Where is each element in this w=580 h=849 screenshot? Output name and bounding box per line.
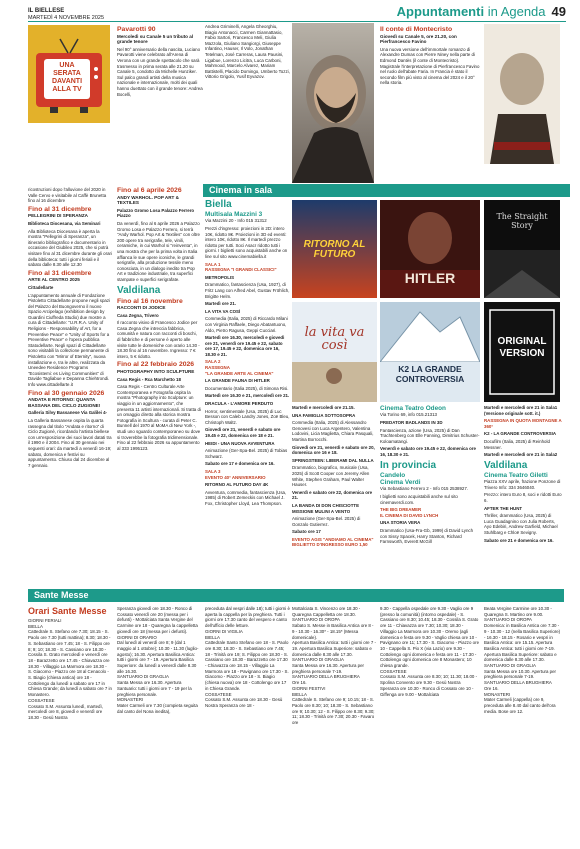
venue-info: I biglietti sono acquistabili anche sul sito cinemaverdi.com. — [380, 493, 458, 505]
movie-poster-image — [484, 24, 560, 164]
messe-column-1 — [28, 606, 112, 844]
pavarotti-subtitle: Mercoledì su Canale 5 un tributo al grande tenore — [117, 33, 194, 45]
town-heading: Candelo — [380, 471, 406, 479]
film-times: Giovedì ore 21, venerdì e sabato ore 20, domenica ore 16 e 18. — [292, 444, 375, 456]
poster-title: HITLER — [404, 270, 456, 286]
cinema-column-2 — [292, 405, 377, 585]
film-times: Sabato ore 17 — [292, 529, 321, 535]
messe-text: Beata Vergine Carmine ore 10.30 - Quaregna S. Martino ore 9.00. SANTUARIO DI OROPA Domenica: in Basilica Antica ore 7.30 - 9 - 10.30 - 12 (nella Basilica Superiore) - 16.30 - 18.15 - Rosario e vespri in Basilica Antica: ore 15.15. Apertura Basilica Antica: tutti i giorni ore 7-19. Apertura Basilica Superiore: sabato e domenica dalle 8.30 alle 17.30. SANTUARIO DI GRAGLIA Santa Messa ore 10.30. Apertura per preghiera personale 7-19. SANTUARIO DELLA BRUGHIERA Ore 16. MONASTERI Mater Carmeli (cappella) ore 9, preceduta alle 8.40 dal canto dell'ora media. Bose ore 12. — [484, 606, 561, 714]
section-title: Appuntamenti in Agenda — [396, 4, 546, 19]
cinema-column-4 — [484, 405, 562, 585]
event-body: L'appuntamento annuale di Fondazione Pistoletto Cittadellarte propone negli spazi del Palazzo del Buongoverno il nuovo Spazio Arcipelago (exhibition design by Guardini Ciuffreda Studio) due mostre a cura di Cittadellarte: "U.R.R.A. Unity of Religions - Responsability of Art, for a Preventive Peace" e "Unity of Sports for a Preventive Peace" e l'opera pubblica Statodellarte. Negli spazi di Cittadellarte sono visitabili la collezione permanente di Pistoletto con "Mirror of Eternity", nuova installazione e, tra le altre, realizzata da Uneedee Residence Programs "Ecosistemi: es Living Communities" di Davide Tagliabue e Depanna Chiehtrondi. Info www.cittadellarte.it — [28, 292, 111, 387]
masthead — [28, 8, 104, 22]
rassegna-title: THE BIG DREAMER — [380, 507, 422, 513]
film-title: PREDATOR BADLANDS IN 3D — [380, 420, 443, 425]
event-body: Alla Biblioteca Diocesana è aperta la mostra "Pellegrini di Speranza", un itinerario bibliografico e documentario in occasione del Giubileo 2025, che si potrà visitare fino al 31 dicembre durante gli orari della biblioteca: tutti i giorni feriali e il sabato dalle 8.30 alle 12.30 — [28, 228, 112, 268]
film-info: Drammatico, biografico, musicale (Usa, 2025) di Scott Cooper con Jeremy Allen White, Stephen Graham, Paul Walter Hauser. — [292, 465, 370, 488]
sala-heading: SALA 2 RASSEGNA "LA GRANDE ARTE AL CINEMA" — [205, 359, 274, 376]
header-rule — [28, 21, 566, 22]
intro-text: ricostruzioni dopo l'alluvione del 2020 in Valle Cervo e visitabile al Caffè Brunetta fino al 16 dicembre — [28, 187, 107, 204]
poster-ritorno-al-futuro — [292, 200, 377, 298]
event-body: La Galleria Bassanese ospita la quarta rassegna dal titolo "Andata e ritorno" di Ciclo Zugionè, ricordando l'artista biellese con un'esposizione dei suoi lavori datati tra il 1990 e il 2004. Fino al 30 gennaio nei seguenti orari: da martedì a venerdì 16-19; sabato, domenica e festivi su appuntamento. Chiuso dal 24 dicembre al 7 gennaio. — [28, 417, 112, 468]
event-body: Da venerdì, fino al 6 aprile 2026 a Palazzo Gromo Losa e Palazzo Ferrero, si terrà "Andy Warhol. Pop Art & Textiles" con oltre 200 opere tra serigrafie, tele, vinili, ceramiche, in cui Warhol si "reinventa", in una mostra che per la prima volta in Italia affianca le sue opere iconiche, le grandi serigrafie, alla produzione tessile meno conosciuta, in un dialogo inedito tra Pop Art e tradizione industriale, tra superfici stampate e superfici serigrafate. — [117, 220, 200, 282]
event-date: Fino al 6 aprile 2026 — [117, 187, 182, 194]
pavarotti-body-2: Andrea Griminelli, Angela Gheorghiu, Biagio Antonacci, Carmen Giannattasio, Fabio Sartori, Francesco Meli, Giulia Mazzola, Giuliano Sangiorgi, Giuseppe Infantino, Hauser, Il Volo, Jonathan Tetelman, José Carreras, Laura Pausini, Ligabue, Lorenzo Licitra, Luca Carboni, Mahmood, Marcelo Alvarez, Mariam Battistelli, Placido Domingo, Umberto Tozzi, Vittorio Grigolo, Yusif Eyvazov. — [205, 24, 290, 80]
pavarotti-article — [117, 26, 203, 176]
film-info: Commedia (Italia, 2025) di Alessandro Genovesi con Luca Argentero, Valentina Lodovini, Licia Maglietta, Chiara Pasquali, Martina Borrocchi. — [292, 420, 374, 442]
event-body: Casa Regis - Centro Culturale Arte Contemporanea e Fotografia ospita la mostra "Photography into Sculpture: un viaggio in un aggiornamento", che presenta 11 artisti internazionali. Si tratta di un omaggio diretto alla storica mostra Fotografia in Scultura - curata di Peter C. Bunnell del 1970 al MoMA di New York -, studi uno sguardo contemporaneo su dove si troverebbe la fotografia tridimensionale. Fino al 22 febbraio 2026 su appuntamento al 333 1995123. — [117, 384, 201, 451]
event-title: ARTE AL CENTRO 2025 — [28, 277, 80, 283]
pavarotti-title: Pavarotti 90 — [117, 26, 156, 33]
film-info: Avventura, commedia, fantascienza (Usa, 1985) di Robert Zemeckis con Michael J. Fox, Christopher Lloyd, Lea Thompson. — [205, 489, 287, 506]
town-heading: Valdilana — [484, 459, 528, 471]
event-place: Palazzo Gromo Losa Palazzo Ferrero Piazzo — [117, 207, 195, 219]
pavarotti-photo — [292, 23, 374, 183]
montecristo-title: Il conte di Montecristo — [380, 26, 453, 33]
mostre-column-1 — [28, 187, 112, 585]
mostre-column-2 — [117, 187, 201, 585]
messe-text: 9.30 - Cappella ospedale ore 9.30 - Vaglio ore 9 (presso la comunità) (intorno ospedale) - S. Cassiano ore 8.30; 10.45; 18.30 - Cossila S. Grato ore 11 - Chiavazza ore 7.30; 10.30; 18.30 - Villaggio La Marmora ore 10.30 - Oremo (agli domenica e festa ore 9.30 - Vaglio chiesa ore 10 - Pavignano ore 11; 17.30 - S. Giacomo - Piazzo ore 10 - Cappella S. Pio X (via Lazio) ore 9.30 - Cottolengo ogni domenica e festa ore 11 - 17.30 - Cottolengo ogni domenica ore 8 Monastero; 10 chiesa grande. COSSATESE Cossato S.M. Assunta ore 8.30; 10; 11.30; 18.00 - Spolina Convento ore 9.30 - Gesù Nostra Speranza ore 10.30 - Ronco di Cossato ore 10 - Giffenga ore 9.00 - Mottalciata — [380, 606, 480, 697]
cinema-column-1 — [205, 199, 290, 585]
poster-hitler — [380, 200, 480, 298]
film-times: Giovedì ore 21, venerdì e sabato ore 19.45 e 22, domenica ore 18 e 21. — [205, 427, 281, 438]
film-info: Animazione (Ger-Spa-Bel. 2025) di Tobias Schwarz. — [205, 448, 288, 459]
event-date: Fino al 31 dicembre — [28, 205, 92, 213]
film-title: AFTER THE HUNT — [484, 505, 523, 511]
film-times: Martedì ore 16.30, mercoledì e giovedì ore 21, venerdì ore 19.45 e 22, sabato ore 17, 19.45 e 22, domenica ore 16, 18.30 e 21. — [205, 335, 285, 357]
film-info: Docufilm (Italia, 2025) di Reinhold Messner. — [484, 438, 550, 450]
portrait-image — [292, 23, 374, 183]
montecristo-article — [380, 26, 480, 176]
film-title: LA GRANDE FAUNA DI HITLER — [205, 378, 270, 384]
event-date: Fino al 16 novembre — [117, 297, 183, 305]
sala-heading: SALA 3 EVENTO 40° ANNIVERSARIO — [205, 468, 266, 480]
event-body: Il racconto visivo di Francesco Jodice per Casa Zegna che intreccia fabbrica, comunità e natura con racconti di boschi, di fabbriche e di persone è aperto alle visite tutte le domeniche con orario 14.30 - 18.30 fino al 16 novembre. Ingresso: 7 € intero, 5 € ridotto. — [117, 320, 200, 359]
film-title: DRACULA - L'AMORE PERDUTO — [205, 401, 274, 407]
poster-k2 — [380, 302, 480, 402]
film-info: Drammatico (Usa-Fra-Gb, 1999) di David Lynch con Sissy Spacek, Harry Stanton, Richard Farnsworth, Everett McGill — [380, 527, 474, 545]
town-heading: Biella — [205, 199, 232, 210]
event-date: Fino al 30 gennaio 2026 — [28, 389, 105, 397]
film-times: Sabato ore 17 e domenica ore 16. — [205, 461, 275, 467]
poster-la-vita-va-cosi — [292, 302, 377, 402]
poster-title: K2 LA GRANDE CONTROVERSIA — [395, 364, 465, 384]
film-title: RITORNO AL FUTURO DAY 4K — [205, 482, 269, 488]
section-heading: In provincia — [380, 459, 437, 471]
event-title: ANDY WARHOL. POP ART & TEXTILES — [117, 194, 179, 206]
poster-title: The Straight Story — [496, 212, 548, 230]
sala-heading: SALA 1 RASSEGNA "I GRANDI CLASSICI" — [205, 261, 277, 273]
tv-box-text: UNA SERATA DAVANTI ALLA TV — [51, 62, 83, 93]
film-times: Martedì e mercoledì ore 21 in Sala2 — [484, 452, 558, 458]
venue-info: Prezzo: intero Euro 8, soci e ridotti Euro 6. — [484, 492, 562, 503]
film-title: LA VITA VA COSÌ — [205, 308, 241, 314]
poster-image — [292, 362, 377, 402]
event-date: Fino al 22 febbraio 2026 — [117, 361, 195, 369]
paper-name: IL BIELLESE — [28, 8, 65, 14]
film-info: Animazione (Ger-Spa-Bel. 2025) di Gonzalo Gutierrez. — [292, 516, 361, 527]
cinema-venue: Cinema Teatro Odeon — [380, 405, 446, 412]
event-place: Galleria Silvy Bassanese Via Galilei 4- — [28, 410, 107, 416]
film-info: Horror, sentimentale (Usa, 2025) di Luc Besson con Caleb Landry Jones, Zoë Bleu, Christoph Waltz. — [205, 408, 290, 425]
event-title: PELLEGRINI DI SPERANZA — [28, 213, 88, 219]
venue-address: Piazza XXV aprile, frazione Ponzone di Trivero Info: 334 3646040. — [484, 479, 561, 490]
film-times: Venerdì e sabato ore 19.45 e 22, domenica ore 16, 18.30 e 21. — [380, 446, 476, 457]
badge-text: ORIGINAL VERSION — [497, 336, 547, 359]
event-title: PHOTOGRAPHY INTO SCULPTURE — [117, 369, 195, 375]
film-info: Drammatico, fantascienza (Usa, 1927), di Fritz Lang con Alfred Abel, Gustav Fröhlich, Brigitte Helm. — [205, 282, 290, 299]
original-version-badge — [484, 302, 560, 402]
poster-title: RITORNO AL FUTURO — [303, 239, 366, 260]
film-info: Documentario (Italia 2025), di Simona Risi. — [205, 385, 289, 391]
rassegna-title: RASSEGNA IN QUOTA MONTAGNE A 360° — [484, 418, 562, 429]
poster-the-straight-story — [484, 200, 560, 298]
poster-image — [380, 200, 480, 270]
film-title: SPRINGSTEEN: LIBERAMI DAL NULLA — [292, 457, 374, 463]
messe-text: Mottalciata S. Vincenzo ore 18.30 - Quaregna Cappelletta ore 18.30. SANTUARIO DI OROPA Sabato S. Messe in Basilica Antica ore 8 - 9 - 10.30 - 16.30* - 18.15* (Messa domenicale). Apertura Basilica Antica: tutti i giorni ore 7 - 19. Apertura Basilica Superiore: sabato e domenica dalle 8.30 alle 17.30. SANTUARIO DI GRAGLIA Santa Messa ore 16.30. Apertura per preghiera personale 7-19. SANTUARIO DELLA BRUGHIERA Ore 16. GIORNI FESTIVI BIELLA Cattedrale S. Stefano ore 9; 10.15; 18 - S. Paolo ore 8.30; 10; 18.30 - S. Sebastiano ore 9; 10.30; 12 - S. Filippo ore 8.30; 9.30; 11; 18.30 - Trinità ore 7.30; 20.30 - Favaro ore — [292, 606, 376, 726]
page-number: 49 — [551, 4, 566, 19]
cinema-venue: Cinema Teatro Giletti — [484, 471, 548, 479]
messe-title: Orari Sante Messe — [28, 606, 107, 616]
film-times: Sabato ore 21 e domenica ore 16. — [484, 537, 554, 543]
venue-address: Via Sebastiano Ferrero 2 - Info 015 2538927. — [380, 486, 469, 492]
messe-section-band: Sante Messe — [28, 589, 564, 602]
film-title: K2 - LA GRANDE CONTROVERSIA — [484, 431, 557, 437]
event-place: Casa Zegna, Trivero — [117, 312, 159, 318]
film-title: METROPOLIS — [205, 274, 235, 280]
section-header — [397, 4, 566, 19]
messe-text: GIORNI FERIALI BIELLA Cattedrale S. Stefano ore 7.30; 18.15 - S. Paolo ore 7.30 (tutti mattina); 8.30; 18.30 - S. Sebastiano ore 7.45; 18 - S. Filippo ore 8; 9; 10; 18.30 - S. Cassiano ore 18.30 - Cossila S. Grato mercoledì e venerdì ore 18 - Barazzetto ore 17.45 - Chiavazza ore 18.30 - Villaggio La Marmora ore 18.30 - S. Giacomo - Piazzo ore 18 al Cenacolo - S. Biagio (chiesa antica) ore 18 - Cottolengo da lunedì a sabato ore 17 in Chiesa Grande; da lunedì a sabato ore 7 in Monastero. COSSATESE Cossato S.M. Assunta lunedì, martedì, mercoledì ore 8, giovedì e venerdì ore 18.30 - Gesù Nostra — [28, 618, 112, 720]
town-heading: Valdilana — [117, 284, 161, 296]
rassegna-subtitle: IL CINEMA DI DAVID LYNCH — [380, 512, 439, 518]
pavarotti-article-cont — [205, 24, 290, 176]
film-title: UNA STORIA VERA — [380, 520, 421, 526]
poster-title: la vita va così — [304, 325, 365, 353]
cinema-venue: Multisala Mazzini 3 — [205, 211, 263, 218]
film-times: Martedì ore 16.30 e 21, mercoledì ore 21. — [205, 393, 290, 399]
cinema-section-band: Cinema in sala — [203, 184, 570, 197]
event-place: Cittadellarte — [28, 284, 54, 290]
messe-column-2 — [117, 606, 201, 844]
film-times: Martedì e mercoledì ore 21 in Sala1 (Versione originale sott. it.) — [484, 405, 558, 416]
messe-text: Speranza giovedì ore 18.30 - Ronco di Cossato venerdì ore 20 (messa per i defunti) - Mottalciata Santa Vergine del Carmine ore 18 - Quaregna la cappelletta giovedì ore 18 (messa per i defunti). GIORNI DI ORARIO Dal lunedì al venerdì ore 8; 9 (dal 1 maggio al 1 ottobre); 10.30 - 11.30 (luglio-agosto); 16.30. Apertura Basilica Antica: tutti i giorni ore 7 - 19. Apertura Basilica Superiore: da lunedì a venerdì dalle 8.30 alle 16.30. SANTUARIO DI GRAGLIA Santa Messa ore 16.30. Apertura Santuario: tutti i giorni ore 7 - 19 per la preghiera personale. MONASTERI Mater Carmeli ore 7.30 (compieta seguita dal canto del Nona inedita), — [117, 606, 199, 714]
pavarotti-body: Nel 90° anniversario della nascita, Luciano Pavarotti viene celebrato all'Arena di Verona con un grande spettacolo che sarà trasmesso in prima serata alle 21.20 su Canale 5, condotto da Michelle Hunziker. Sul palco grandi artisti della musica nazionale e internazionale, molti dei quali hanno duettato con il grande tenore: Andrea Bocelli, — [117, 46, 203, 97]
montecristo-body: Una nuova versione dell'immortale romanzo di Alexandre Dumas con Pierre Niney nella parte di Edmond Dantès (il conte di Montecristo). Magistrale l'interpretazione di Pierfrancesco Favino nel ruolo dell'abate Faria. In Francia è stato il secondo film più visto al cinema del 2024 e il 20° nella storia. — [380, 46, 480, 86]
event-title: RACCONTI DI JODICE — [117, 305, 166, 311]
montecristo-poster — [484, 24, 560, 164]
event-place: Biblioteca Diocesana, via Seminari — [28, 220, 101, 226]
venue-info: Prezzi d'ingresso: proiezioni in 2D: intero 10€, ridotto 8€. Proiezioni in 3D ed eventi: intero 10€, ridotto 8€. Il martedì prezzo ridotto per tutti. Soci Asacr ridotto tutti i giorni. I biglietti sono acquistabili anche on line sul sito www.cinemabiella.it — [205, 226, 288, 259]
montecristo-subtitle: Giovedì su Canale 5, ore 21.20, con Pierfrancesco Favino — [380, 33, 457, 45]
film-times: Martedì ore 21. — [205, 301, 236, 307]
film-info: Thriller, drammatico (Usa, 2025) di Luca Guadagnino con Julia Roberts, Ayo Edebiri, Andrew Garfield, Michael Stuhlbarg e Chloë Sevigny. — [484, 513, 558, 535]
event-note: EVENTO AGIS "ANDIAMO AL CINEMA" BIGLIETTO D'INGRESSO EURO 1,50 — [292, 536, 374, 548]
venue-address: Via Torino 69, info 015.21313 — [380, 412, 437, 418]
film-info: Commedia (Italia, 2025) di Riccardo Milani con Virginia Raffaele, Diego Abatantuono, Aldo, Pietro Ragusa, Geppi Cucciari. — [205, 316, 288, 333]
film-times: Martedì e mercoledì ore 21.15. — [292, 405, 355, 410]
messe-column-4 — [292, 606, 377, 844]
messe-column-3 — [205, 606, 290, 844]
issue-date: MARTEDÌ 4 NOVEMBRE 2025 — [28, 15, 105, 21]
film-title: UNA FAMIGLIA SOTTOSOPRA — [292, 412, 356, 418]
cinema-column-3 — [380, 405, 480, 585]
messe-column-5 — [380, 606, 480, 844]
tv-promo-box — [28, 25, 110, 123]
event-date: Fino al 31 dicembre — [28, 269, 92, 277]
film-info: Fantascienza, azione (Usa, 2025) di Dan Trachtenberg con Elle Fanning, Dimitrius Schuster-Koloamatangi. — [380, 427, 480, 444]
venue-address: Via Mazzini 20 - Info 015 31312 — [205, 218, 267, 224]
event-place: Casa Regis - Rca Marchetto 18 — [117, 376, 181, 382]
film-times: Venerdì e sabato ore 22, domenica ore 21. — [292, 489, 373, 501]
cinema-venue: Cinema Verdi — [380, 478, 421, 486]
event-title: ANDATA E RITORNO: QUANTA BASSANA DEL CICLO ZUGIONE! — [28, 397, 101, 408]
film-title: HEIDI - UNA NUOVA AVVENTURA — [205, 440, 275, 446]
film-title: LA BANDA DI DON CHISCIOTTE MISSIONE MULINI A VENTO — [292, 502, 359, 514]
mountain-image — [380, 302, 480, 362]
poster-image — [484, 250, 560, 298]
messe-column-6 — [484, 606, 562, 844]
messe-text: preceduta dal vespri dalle 18); tutti i giorni è aperta la cappella per la preghiera. Tutti i giorni ore 17.30 canto del vespero e canto dell'ufficio delle letture. GIORNI DI VIGILIA BIELLA Cattedrale Santo Stefano ore 18 - S. Paolo ore 8.30; 18.30 - S. Sebastiano ore 7.45; 18 - Trinità ore 19; S. Filippo ore 18.30 - S. Cassiano ore 18.30 - Barazzetto ore 17.30 - Chiavazza ore 18.15 - Villaggio La Marmora ore 18 - Pavignano ore 17.30 - S. Giacomo - Piazzo ore 18 - S. Biagio (chiesa nuova) ore 18 - Cottolengo ore 17 in Chiesa Grande. COSSATESE Cossato S.M. Assunta ore 18.30 - Gesù Nostra Speranza ore 18 - — [205, 606, 290, 708]
